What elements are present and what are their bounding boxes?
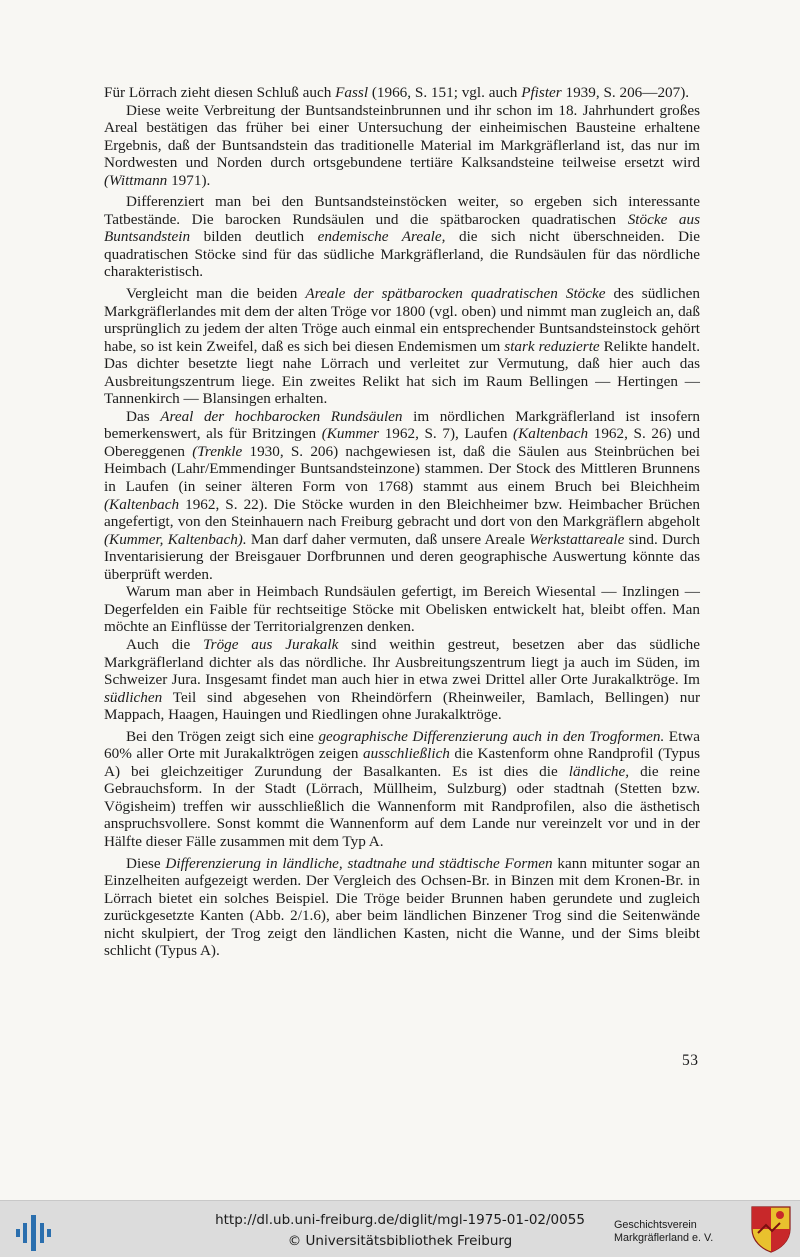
text-run: 1971). — [167, 171, 211, 189]
italic-run: geographische Differenzierung auch in den Trogformen. — [318, 727, 665, 745]
society-name-line1: Geschichtsverein — [614, 1219, 697, 1231]
paragraph — [104, 728, 700, 851]
text-run: 1962, S. 7), Laufen — [379, 425, 514, 443]
text-run: 1962, S. 22). Die Stöcke wurden in den Bleichheimer bzw. Heimbacher Brüchen angefertigt, von den Steinhauern nach Freiburg gebracht und dort von den Markgräflern abgeholt — [104, 495, 700, 531]
society-name-line2: Markgräflerland e. V. — [614, 1232, 714, 1244]
italic-run: (Kaltenbach — [513, 425, 589, 443]
italic-run: Stöcke aus Buntsandstein — [104, 210, 700, 246]
text-run: die reine Gebrauchsform. In der Stadt (Lörrach, Müllheim, Sulzburg) oder stadtnah (Stetten bzw. Vögisheim) treffen wir ausschließlich die Wannenform mit Randprofilen, also die ästhetisch anspruchsvollere. Sonst kommt die Wannenform auf dem Lande nur vereinzelt vor und in der Hälfte dieser Fälle zusammen mit dem Typ A. — [104, 762, 700, 850]
society-name — [614, 1219, 713, 1245]
paragraph — [104, 636, 700, 724]
italic-run: (Kummer, Kaltenbach). — [104, 530, 247, 548]
text-run: (1966, S. 151; vgl. auch — [368, 84, 522, 101]
italic-run: (Wittmann — [104, 171, 168, 189]
text-run: Bei den Trögen zeigt sich eine — [126, 727, 319, 745]
italic-run: Pfister — [521, 84, 562, 101]
society-crest-icon[interactable] — [750, 1205, 792, 1253]
text-run: Diese — [126, 854, 166, 872]
text-run: Relikte handelt. Das dichter besetzte liegt nahe Lörrach und verleitet zur Vermutung, daß hier auch das Ausbreitungszentrum liege. Ein zweites Relikt hat sich im Raum Bellingen — Hertingen — Tannenkirch — Blansingen erhalten. — [104, 337, 700, 408]
text-run: kann mitunter sogar an Einzelheiten aufgezeigt werden. Der Vergleich des Ochsen-Br. in Binzen mit dem Kronen-Br. in Lörrach bietet ein solches Beispiel. Die Tröge beider Brunnen haben gerundete und zugleich zurückgesetzte Kanten (Abb. 2/1.6), aber beim ländlichen Binzener Trog sind die Seitenwände nicht skulpiert, der Trog zeigt den ländlichen Kasten, nicht die Wanne, und der Sims bleibt schlicht (Typus A). — [104, 854, 700, 960]
copyright-text: © Universitätsbibliothek Freiburg — [287, 1233, 513, 1249]
italic-run: südlichen — [104, 688, 163, 706]
text-run: Auch die — [126, 635, 204, 653]
paragraph — [104, 285, 700, 408]
italic-run: Werkstattareale — [529, 530, 625, 548]
text-run: sind. Durch Inventarisierung der Breisgauer Dorfbrunnen und deren geographische Auswertung könnte das überprüft werden. — [104, 530, 700, 583]
text-run: sind weithin gestreut, besetzen aber das südliche Markgräflerland dichter als das nördliche. Ihr Ausbreitungszentrum liegt ja auch im Süden, im Schweizer Jura. Insgesamt findet man auch hier in etwa zwei Drittel aller Orte Jurakalktröge. Im — [104, 635, 700, 689]
text-run: 1930, S. 206) nachgewiesen ist, daß die Säulen aus Steinbrüchen bei Heimbach (Lahr/Emmendinger Buntsandsteinzone) stammen. Der Stock des Mittleren Brunnens in Laufen (in seiner älteren Form von 1768) stammt aus einem Bruch bei Bleichheim — [104, 442, 700, 496]
italic-run: stark reduzierte — [504, 337, 600, 355]
paragraph — [104, 102, 700, 190]
text-run: Etwa 60% aller Orte mit Jurakalktrögen zeigen — [104, 727, 701, 763]
text-run: Vergleicht man die beiden — [126, 285, 306, 303]
text-run: die sich nicht überschneiden. Die quadratischen Stöcke sind für das südliche Markgräflerland, die Rundsäulen für das nördliche charakteristisch. — [104, 228, 700, 281]
paragraph — [104, 583, 700, 636]
body-text — [104, 84, 700, 964]
paragraph — [104, 855, 700, 960]
italic-run: (Kummer — [321, 425, 380, 443]
italic-run: (Trenkle — [192, 442, 243, 460]
page-number: 53 — [682, 1052, 699, 1069]
italic-run: (Kaltenbach — [104, 495, 180, 513]
source-url-link[interactable]: http://dl.ub.uni-freiburg.de/diglit/mgl-1975-01-02/0055 — [215, 1212, 585, 1228]
text-run: 1962, S. 26) und Obereggenen — [104, 425, 700, 460]
text-run: Warum man aber in Heimbach Rundsäulen gefertigt, im Bereich Wiesental — Inzlingen — Degerfelden ein Faible für rechtseitige Stöcke mit Obelisken entwickelt hat, bleibt offen. Man möchte an Einflüsse der Territorialgrenzen denken. — [104, 583, 700, 636]
text-run: Teil sind abgesehen von Rheindörfern (Rheinweiler, Bamlach, Bellingen) nur Mappach, Haagen, Hauingen und Riedlingen ohne Jurakalktröge. — [104, 688, 700, 724]
text-run: Das — [126, 407, 161, 425]
paragraph — [104, 84, 700, 102]
text-run: 1939, S. 206—207). — [561, 84, 690, 101]
text-run: Man darf daher vermuten, daß unsere Areale — [246, 530, 530, 548]
text-run: im nördlichen Markgräflerland ist insofern bemerkenswert, als für Britzingen — [104, 407, 701, 443]
text-run: Differenziert man bei den Buntsandsteinstöcken weiter, so ergeben sich interessante Tatbestände. Die barocken Rundsäulen und die spätbarocken quadratischen — [104, 193, 700, 228]
italic-run: endemische Areale, — [317, 228, 446, 246]
paragraph — [104, 408, 700, 583]
text-run: die Kastenform ohne Randprofil (Typus A) bei gleichzeitiger Zurundung der Basalkanten. Es ist dies die — [104, 745, 701, 780]
italic-run: ausschließlich — [363, 745, 450, 763]
footer-bar — [0, 1200, 800, 1257]
italic-run: Areale der spätbarocken quadratischen Stöcke — [305, 285, 606, 303]
italic-run: Differenzierung in ländliche, stadtnahe und städtische Formen — [165, 854, 553, 872]
text-run: bilden deutlich — [190, 228, 318, 246]
italic-run: Areal der hochbarocken Rundsäulen — [160, 407, 403, 425]
paragraph — [104, 193, 700, 281]
text-run: Diese weite Verbreitung der Buntsandsteinbrunnen und ihr schon im 18. Jahrhundert großes Areal bestätigen das früher bei einer Untersuchung der einheimischen Bausteine erhaltene Ergebnis, daß der Buntsandstein das traditionelle Material im Markgräflerland ist, das nur im Nordwesten und Norden durch ortsgebundene tertiäre Kalksandsteine teilweise ersetzt wird — [104, 101, 700, 172]
italic-run: Tröge aus Jurakalk — [203, 635, 339, 653]
italic-run: Fassl — [335, 84, 369, 101]
text-run: des südlichen Markgräflerlandes mit dem der alten Tröge vor 1800 (vgl. oben) und nimmt man zugleich an, daß ursprünglich zu jedem der alten Tröge auch einmal ein entsprechender Buntsandsteinstock gehört habe, so ist kein Zweifel, daß es sich bei diesen Endemismen um — [104, 285, 700, 355]
text-run: Für Lörrach zieht diesen Schluß auch — [104, 84, 336, 101]
italic-run: ländliche, — [568, 762, 630, 780]
